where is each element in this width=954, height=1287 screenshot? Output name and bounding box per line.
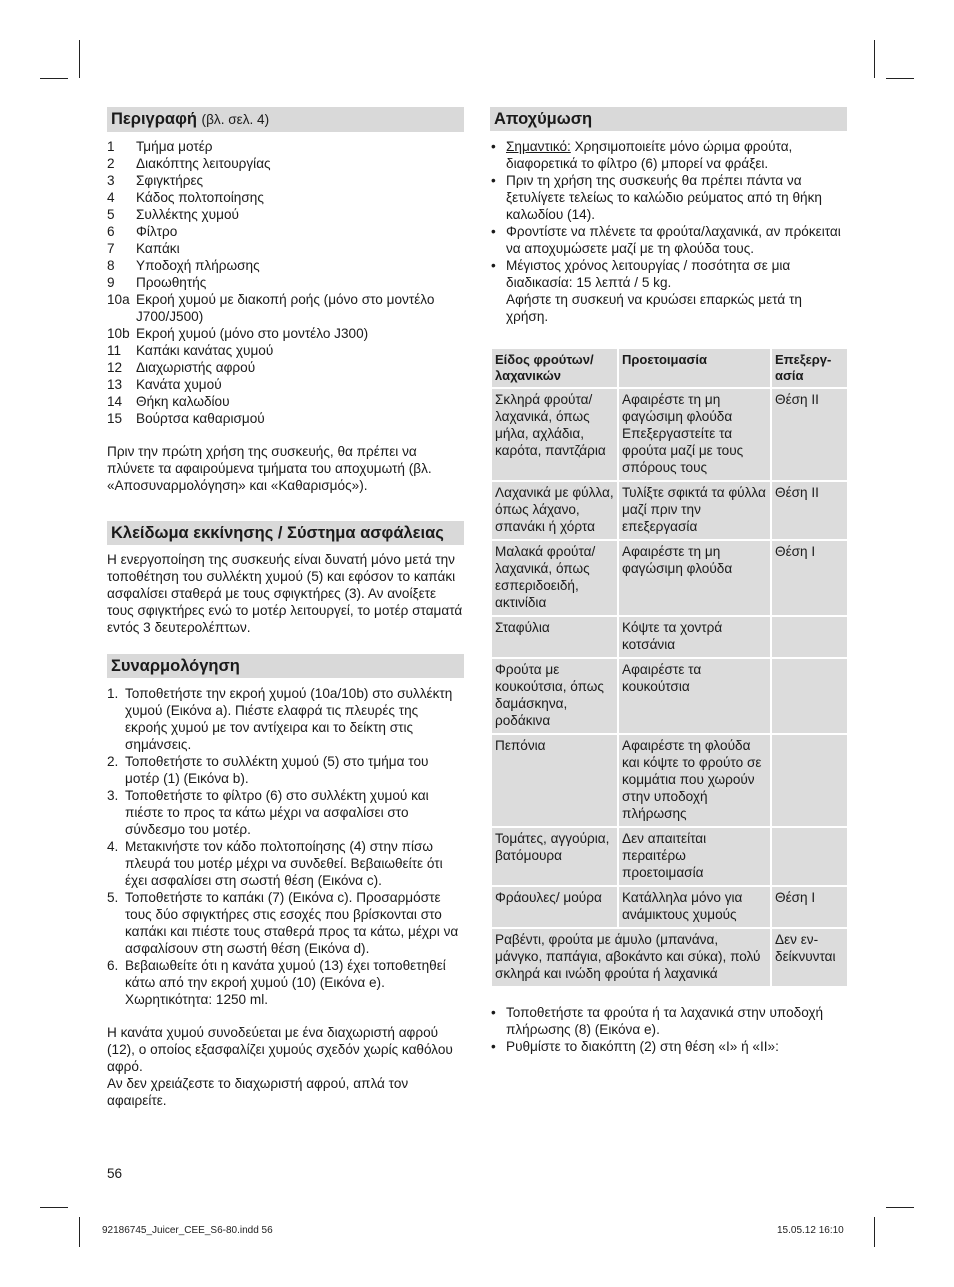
table-cell: Κατάλληλα μόνο για ανάμικτους χυμούς — [618, 886, 771, 928]
footer-filename: 92186745_Juicer_CEE_S6-80.indd 56 — [102, 1225, 273, 1236]
parts-list-item: 5 Συλλέκτης χυμού — [107, 207, 239, 222]
table-cell — [771, 827, 848, 886]
assembly-step: 5. Τοποθετήστε το καπάκι (7) (Εικόνα c). Προσαρμόστε τους δύο σφιγκτήρες στις εσοχές που βρίσκονται στο καπάκι και πιέστε τους σταθερά προς τα κάτω, μέχρι να ασφαλίσουν στη σωστή θέση (Εικόνα d). — [107, 890, 459, 956]
assembly-step: 4. Μετακινήστε τον κάδο πολτοποίησης (4) στην πίσω πλευρά του μοτέρ μέχρι να συνδεθεί. Βεβαιωθείτε ότι έχει ασφαλίσει στη σωστή θέση (Εικόνα c). — [107, 839, 443, 888]
table-header: Προετοιμασία — [618, 348, 771, 388]
parts-list-item: 4 Κάδος πολτοποίησης — [107, 190, 264, 205]
table-row — [491, 734, 848, 827]
table-cell: Αφαιρέστε τη φλούδα και κόψτε το φρούτο σε κομμάτια που χωρούν στην υποδοχή πλήρωσης — [618, 734, 771, 827]
crop-mark — [886, 1207, 914, 1208]
bullet-item: • Σημαντικό: Χρησιμοποιείτε μόνο ώριμα φρούτα, διαφορετικά το φίλτρο (6) μπορεί να φράξει. — [491, 139, 793, 171]
parts-list-item: 14 Θήκη καλωδίου — [107, 394, 230, 409]
table-cell: Σκληρά φρούτα/ λαχανικά, όπως μήλα, αχλάδια, καρότα, παντζάρια — [491, 388, 618, 481]
crop-mark — [874, 1217, 875, 1247]
bullet-item: • Ρυθμίστε το διακόπτη (2) στη θέση «I» ή «II»: — [491, 1039, 779, 1054]
table-cell: Θέση II — [771, 388, 848, 481]
table-row — [491, 886, 848, 928]
parts-list-item: 15 Βούρτσα καθαρισμού — [107, 411, 265, 426]
table-cell: Αφαιρέστε τη μη φαγώσιμη φλούδα — [618, 540, 771, 616]
parts-list-item: 9 Προωθητής — [107, 275, 207, 290]
table-row — [491, 481, 848, 540]
after-table-bullets — [490, 1004, 847, 1055]
table-cell: Αφαιρέστε τα κουκούτσια — [618, 658, 771, 734]
table-cell: Αφαιρέστε τη μη φαγώσιμη φλούδα Επεξεργαστείτε τα φρούτα μαζί με τους σπόρους τους — [618, 388, 771, 481]
table-cell: Θέση II — [771, 481, 848, 540]
page-number: 56 — [107, 1166, 123, 1181]
parts-list-item: 13 Κανάτα χυμού — [107, 377, 222, 392]
processing-table — [490, 347, 849, 988]
bullet-item: • Τοποθετήστε τα φρούτα ή τα λαχανικά στην υποδοχή πλήρωσης (8) (Εικόνα e). — [491, 1005, 824, 1037]
lock-text: Η ενεργοποίηση της συσκευής είναι δυνατή μόνο μετά την τοποθέτηση του συλλέκτη χυμού (5) και εφόσον το καπάκι ασφαλίσει σταθερά με τους σφιγκτήρες (3). Αν ανοίξετε τους σφιγκτήρες ενώ το μοτέρ λειτουργεί, το μοτέρ σταματά εντός 3 δευτερολέπτων. — [107, 552, 463, 635]
crop-mark — [79, 1217, 80, 1247]
table-cell: Θέση I — [771, 886, 848, 928]
table-cell: Τυλίξτε σφικτά τα φύλλα μαζί πριν την επεξεργασία — [618, 481, 771, 540]
right-column — [490, 107, 847, 1055]
table-cell: Φράουλες/ μούρα — [491, 886, 618, 928]
table-row — [491, 616, 848, 658]
table-cell — [771, 734, 848, 827]
parts-list-item: 12 Διαχωριστής αφρού — [107, 360, 256, 375]
assembly-steps — [107, 685, 464, 1008]
description-title: Περιγραφή — [111, 110, 197, 128]
table-cell: Δεν απαιτείται περαιτέρω προετοιμασία — [618, 827, 771, 886]
juicing-bullets — [490, 138, 847, 325]
table-cell: Τομάτες, αγγούρια, βατόμουρα — [491, 827, 618, 886]
parts-list-item: 11 Καπάκι κανάτας χυμού — [107, 343, 274, 358]
parts-list-item: 1 Τμήμα μοτέρ — [107, 139, 213, 154]
assembly-step: 2. Τοποθετήστε το συλλέκτη χυμού (5) στο τμήμα του μοτέρ (1) (Εικόνα b). — [107, 754, 429, 786]
bullet-item: • Μέγιστος χρόνος λειτουργίας / ποσότητα σε μια διαδικασία: 15 λεπτά / 5 kg. Αφήστε τη συσκευή να κρυώσει επαρκώς μετά τη χρήση. — [491, 258, 802, 324]
table-cell: Μαλακά φρούτα/ λαχανικά, όπως εσπεριδοειδή, ακτινίδια — [491, 540, 618, 616]
table-row — [491, 928, 848, 987]
important-label: Σημαντικό: — [506, 139, 571, 154]
parts-list — [107, 138, 464, 427]
crop-mark — [79, 40, 80, 78]
table-cell: Ραβέντι, φρούτα με άμυλο (μπανάνα, μάνγκο, παπάγια, αβοκάντο και σύκα), πολύ σκληρά και ινώδη φρούτα ή λαχανικά — [491, 928, 771, 987]
first-use-note: Πριν την πρώτη χρήση της συσκευής, θα πρέπει να πλύνετε τα αφαιρούμενα τμήματα του αποχυμωτή (βλ. «Αποσυναρμολόγηση» και «Καθαρισμός»). — [107, 444, 432, 493]
crop-mark — [40, 1207, 68, 1208]
crop-mark — [886, 78, 914, 79]
crop-mark — [40, 78, 68, 79]
table-row — [491, 658, 848, 734]
table-cell — [771, 616, 848, 658]
left-column — [107, 107, 464, 1109]
table-row — [491, 540, 848, 616]
juicing-heading: Αποχύμωση — [490, 107, 847, 131]
lock-heading: Κλείδωμα εκκίνησης / Σύστημα ασφάλειας — [107, 521, 464, 545]
table-cell — [771, 658, 848, 734]
table-header: Επεξεργ-ασία — [771, 348, 848, 388]
table-cell: Λαχανικά με φύλλα, όπως λάχανο, σπανάκι ή χόρτα — [491, 481, 618, 540]
parts-list-item: 2 Διακόπτης λειτουργίας — [107, 156, 271, 171]
footer-timestamp: 15.05.12 16:10 — [777, 1225, 844, 1236]
parts-list-item: 8 Υποδοχή πλήρωσης — [107, 258, 260, 273]
table-cell: Θέση I — [771, 540, 848, 616]
parts-list-item: 10b Εκροή χυμού (μόνο στο μοντέλο J300) — [107, 326, 369, 341]
table-cell: Φρούτα με κουκούτσια, όπως δαμάσκηνα, ροδάκινα — [491, 658, 618, 734]
bullet-item: • Φροντίστε να πλένετε τα φρούτα/λαχανικά, αν πρόκειται να αποχυμώσετε μαζί με τη φλούδα τους. — [491, 224, 841, 256]
parts-list-item: 7 Καπάκι — [107, 241, 180, 256]
foam-separator-note: Η κανάτα χυμού συνοδεύεται με ένα διαχωριστή αφρού (12), ο οποίος εξασφαλίζει χυμούς σχεδόν χωρίς καθόλου αφρό. — [107, 1025, 453, 1074]
table-cell: Πεπόνια — [491, 734, 618, 827]
table-cell: Κόψτε τα χοντρά κοτσάνια — [618, 616, 771, 658]
assembly-step: 3. Τοποθετήστε το φίλτρο (6) στο συλλέκτη χυμού και πιέστε το προς τα κάτω μέχρι να ασφαλίσει στο σύνδεσμο του μοτέρ. — [107, 788, 429, 837]
table-cell: Δεν εν-δείκνυνται — [771, 928, 848, 987]
description-page-ref: (βλ. σελ. 4) — [201, 112, 270, 127]
crop-mark — [874, 40, 875, 78]
parts-list-item: 10a Εκροή χυμού με διακοπή ροής (μόνο στο μοντέλο J700/J500) — [107, 292, 435, 324]
assembly-step: 1. Τοποθετήστε την εκροή χυμού (10a/10b) στο συλλέκτη χυμού (Εικόνα a). Πιέστε ελαφρά τις πλευρές της εκροής χυμού με τον αντίχειρα και το δείκτη στις σημάνσεις. — [107, 686, 453, 752]
assembly-step: 6. Βεβαιωθείτε ότι η κανάτα χυμού (13) έχει τοποθετηθεί κάτω από την εκροή χυμού (10) (Εικόνα e). Χωρητικότητα: 1250 ml. — [107, 958, 446, 1007]
table-header-row — [491, 348, 848, 388]
parts-list-item: 6 Φίλτρο — [107, 224, 178, 239]
bullet-item: • Πριν τη χρήση της συσκευής θα πρέπει πάντα να ξετυλίγετε τελείως το καλώδιο ρεύματος από τη θήκη καλωδίου (14). — [491, 173, 822, 222]
description-heading — [107, 107, 464, 132]
table-row — [491, 827, 848, 886]
table-row — [491, 388, 848, 481]
foam-separator-remove-note: Αν δεν χρειάζεστε το διαχωριστή αφρού, απλά τον αφαιρείτε. — [107, 1076, 409, 1108]
assembly-heading: Συναρμολόγηση — [107, 654, 464, 678]
parts-list-item: 3 Σφιγκτήρες — [107, 173, 204, 188]
table-header: Είδος φρούτων/ λαχανικών — [491, 348, 618, 388]
table-cell: Σταφύλια — [491, 616, 618, 658]
